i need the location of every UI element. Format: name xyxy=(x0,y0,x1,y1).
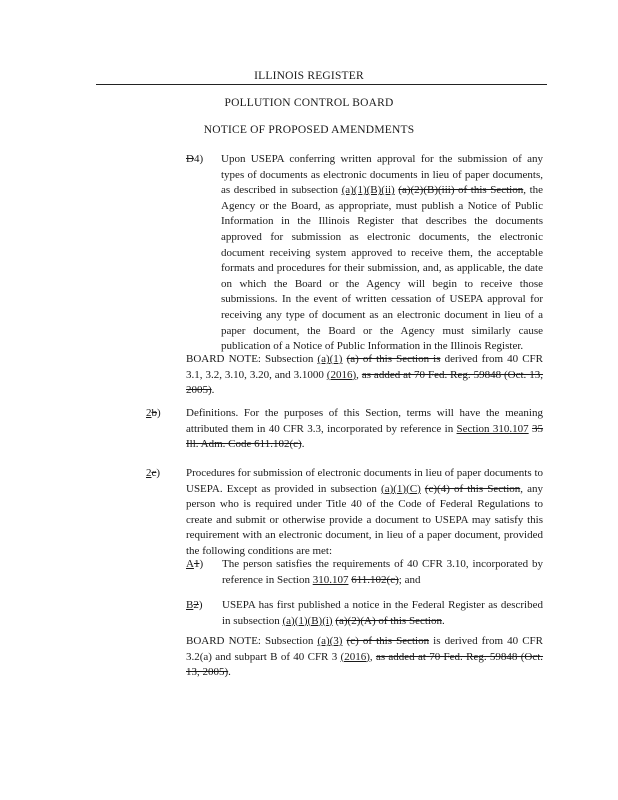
d4-label-number: 4) xyxy=(193,153,204,165)
a-item-deleted-ref: 611.102(c) xyxy=(351,573,399,586)
procedures-paragraph: Procedures for submission of electronic documents in lieu of paper documents to USEPA. Except as provided in subsection (a)(1)(C) (c)(4) of this Section, any person who is required under Title 40 of the Code of Federal Regulations to create and submit or otherwise provide a document to USEPA may satisfy this requirement with an electronic document, in lieu of a paper document, provided the following conditions are met: xyxy=(186,467,543,557)
definitions-paragraph: Definitions. For the purposes of this Section, terms will have the meaning attributed them in 40 CFR 3.3, incorporated by reference in Section 310.107 35 Ill. Adm. Code 611.102(c). xyxy=(186,407,544,451)
d4-deleted-ref: (a)(2)(B)(iii) of this Section xyxy=(398,184,524,197)
b-item-inserted-ref: (a)(1)(B)(i) xyxy=(282,614,333,627)
a-item-paragraph: The person satisfies the requirements of 40 CFR 3.10, incorporated by reference in Section 310.107 611.102(c); and xyxy=(222,558,543,586)
board-note-1: BOARD NOTE: Subsection (a)(1) (a) of this Section is derived from 40 CFR 3.1, 3.2, 3.10, 3.20, and 3.1000 (2016), as added at 70 Fed. Reg. 59848 (Oct. 13, 2005). xyxy=(186,353,544,397)
b-item-label: B2) xyxy=(186,599,203,611)
p2c-inserted-ref: (a)(1)(C) xyxy=(381,482,421,495)
header-rule xyxy=(96,84,547,85)
d4-label xyxy=(186,152,203,168)
note2-inserted-year: (2016) xyxy=(340,650,370,663)
p2c-deleted-ref: (c)(4) of this Section xyxy=(424,482,521,495)
p2b-inserted-ref: Section 310.107 xyxy=(456,422,529,435)
p2c-label: 2c) xyxy=(146,467,161,479)
a-item-label: A1) xyxy=(186,558,204,570)
a-item-inserted-ref: 310.107 xyxy=(312,573,349,586)
d4-label-deleted: D xyxy=(186,153,194,165)
board-note-2: BOARD NOTE: Subsection (a)(3) (c) of this Section is derived from 40 CFR 3.2(a) and subpart B of 40 CFR 3 (2016), as added at 70 Fed. Reg. 59848 (Oct. 13, 2005). xyxy=(186,635,544,679)
p2b-deleted-ref: 35 Ill. Adm. Code 611.102(c) xyxy=(186,422,544,451)
b-item-paragraph: USEPA has first published a notice in the Federal Register as described in subsection (a)(1)(B)(i) (a)(2)(A) of this Section. xyxy=(222,599,543,627)
p2b-label: 2b) xyxy=(146,407,161,419)
note2-deleted-citation: as added at 70 Fed. Reg. 59848 (Oct. 13, 2005) xyxy=(186,650,544,679)
notice-title: NOTICE OF PROPOSED AMENDMENTS xyxy=(203,124,415,136)
register-title: ILLINOIS REGISTER xyxy=(254,70,364,82)
note2-deleted-ref: (c) of this Section xyxy=(346,635,430,647)
note1-inserted-ref: (a)(1) xyxy=(317,353,343,365)
note1-inserted-year: (2016) xyxy=(326,368,357,381)
board-title: POLLUTION CONTROL BOARD xyxy=(224,97,394,109)
note1-deleted-citation: as added at 70 Fed. Reg. 59848 (Oct. 13, 2005) xyxy=(186,368,544,397)
note2-inserted-ref: (a)(3) xyxy=(317,635,343,647)
note1-deleted-ref: (a) of this Section is xyxy=(346,353,441,365)
d4-paragraph: Upon USEPA conferring written approval for the submission of any types of documents as electronic documents in lieu of paper documents, as described in subsection (a)(1)(B)(ii) (a)(2)(B)(iii) of this Section, the Agency or the Board, as appropriate, must publish a Notice of Public Information in the Illinois Register that describes the documents approved for submission as electronic documents, the electronic document receiving system approved to receive them, the acceptable formats and procedures for their submission, and, as applicable, the date on which the Board or the Agency will begin to receive those submissions. In the event of written cessation of USEPA approval for receiving any type of document as an electronic document in lieu of a paper document, the Board or the Agency must similarly cause publication of a Notice of Public Information in the Illinois Register. xyxy=(221,153,544,353)
d4-inserted-ref: (a)(1)(B)(ii) xyxy=(341,184,395,197)
b-item-deleted-ref: (a)(2)(A) of this Section xyxy=(335,614,442,627)
